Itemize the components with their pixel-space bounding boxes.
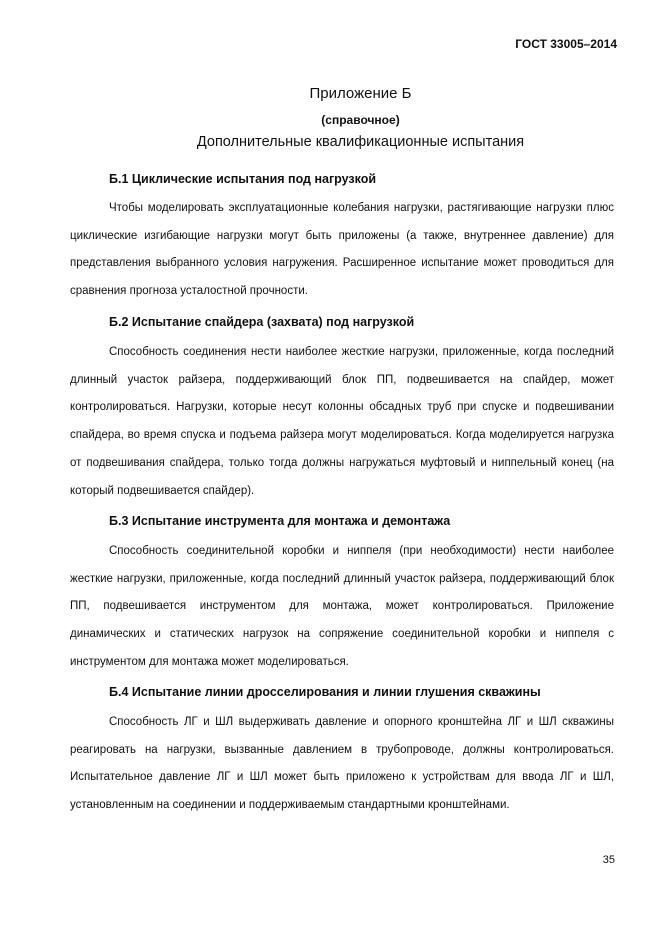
section-title-b3: Б.3 Испытание инструмента для монтажа и демонтажа	[109, 514, 451, 528]
page-number: 35	[602, 854, 615, 866]
section-text-b2: Способность соединения нести наиболее жесткие нагрузки, приложенные, когда последний длинный участок райзера, поддерживающий блок ПП, подвешивается на спайдер, может контролироваться. Нагрузки, которые несут колонны обсадных труб при спуске и подвешивании спайдера, во время спуска и подъема райзера могут моделироваться. Когда моделируется нагрузка от подвешивания спайдера, только тогда должны нагружаться муфтовый и ниппельный конец (на который подвешивается спайдер).	[70, 346, 614, 497]
standard-number: ГОСТ 33005–2014	[515, 37, 617, 51]
appendix-subtitle: (справочное)	[321, 113, 400, 127]
section-title-b4: Б.4 Испытание линии дросселирования и линии глушения скважины	[109, 685, 541, 699]
appendix-title: Приложение Б	[309, 85, 412, 102]
section-text-b1: Чтобы моделировать эксплуатационные колебания нагрузки, растягивающие нагрузки плюс циклические изгибающие нагрузки могут быть приложены (а также, внутреннее давление) для представления выбранного условия нагружения. Расширенное испытание может проводиться для сравнения прогноза усталостной прочности.	[70, 202, 614, 298]
section-text-b3: Способность соединительной коробки и ниппеля (при необходимости) нести наиболее жесткие нагрузки, приложенные, когда последний длинный участок райзера, поддерживающий блок ПП, подвешивается инструментом для монтажа, может контролироваться. Приложение динамических и статических нагрузок на сопряжение соединительной коробки и ниппеля с инструментом для монтажа может моделироваться.	[70, 545, 614, 668]
appendix-heading: Дополнительные квалификационные испытания	[196, 134, 525, 150]
section-title-b2: Б.2 Испытание спайдера (захвата) под нагрузкой	[109, 315, 415, 329]
section-title-b1: Б.1 Циклические испытания под нагрузкой	[109, 172, 377, 186]
section-text-b4: Способность ЛГ и ШЛ выдерживать давление и опорного кронштейна ЛГ и ШЛ скважины реагировать на нагрузки, вызванные давлением в трубопроводе, должны контролироваться. Испытательное давление ЛГ и ШЛ может быть приложено к устройствам для ввода ЛГ и ШЛ, установленным на соединении и поддерживаемым стандартными кронштейнами.	[70, 716, 614, 812]
